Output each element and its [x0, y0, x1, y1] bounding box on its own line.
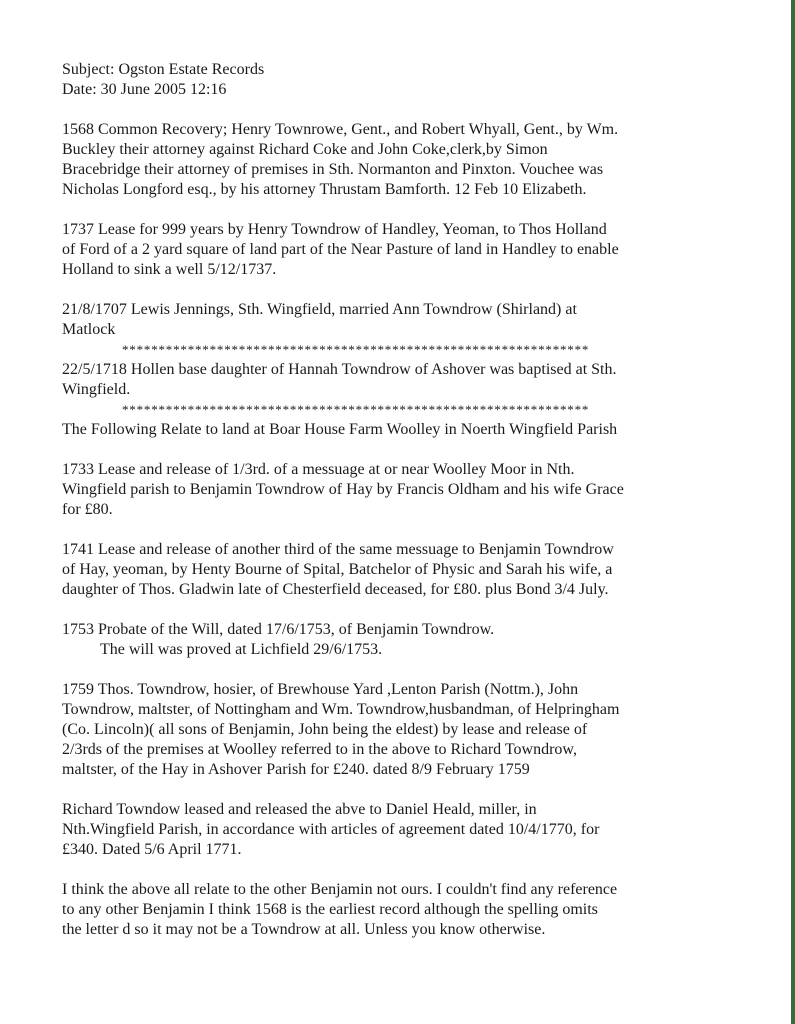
- document-page: [62, 60, 762, 940]
- paragraph-1737: 1737 Lease for 999 years by Henry Towndrow of Handley, Yeoman, to Thos Holland of Ford of a 2 yard square of land part of the Near Pasture of land in Handley to enable Holland to sink a well 5/12/1737.: [62, 221, 619, 278]
- scan-edge: [791, 0, 795, 1024]
- separator-stars: ****************************************************************: [122, 342, 590, 357]
- paragraph-1759: 1759 Thos. Towndrow, hosier, of Brewhouse Yard ,Lenton Parish (Nottm.), John Towndrow, maltster, of Nottingham and Wm. Towndrow,husbandman, of Helpringham (Co. Lincoln)( all sons of Benjamin, John being the eldest) by lease and release of 2/3rds of the premises at Woolley referred to in the above to Richard Towndrow, maltster, of the Hay in Ashover Parish for £240. dated 8/9 February 1759: [62, 681, 620, 778]
- paragraph-1568: 1568 Common Recovery; Henry Townrowe, Gent., and Robert Whyall, Gent., by Wm. Buckley their attorney against Richard Coke and John Coke,clerk,by Simon Bracebridge their attorney of premises in Sth. Normanton and Pinxton. Vouchee was Nicholas Longford esq., by his attorney Thrustam Bamforth. 12 Feb 10 Elizabeth.: [62, 121, 619, 198]
- paragraph-1741: 1741 Lease and release of another third of the same messuage to Benjamin Towndrow of Hay, yeoman, by Henty Bourne of Spital, Batchelor of Physic and Sarah his wife, a daughter of Thos. Gladwin late of Chesterfield deceased, for £80. plus Bond 3/4 July.: [62, 541, 614, 598]
- paragraph-closing: I think the above all relate to the other Benjamin not ours. I couldn't find any reference to any other Benjamin I think 1568 is the earliest record although the spelling omits the letter d so it may not be a Towndrow at all. Unless you know otherwise.: [62, 881, 618, 938]
- separator-stars: ****************************************************************: [122, 402, 590, 417]
- paragraph-1753: 1753 Probate of the Will, dated 17/6/1753, of Benjamin Towndrow. The will was proved at Lichfield 29/6/1753.: [62, 621, 495, 658]
- subject-line: Subject: Ogston Estate Records: [62, 61, 265, 78]
- following-heading: The Following Relate to land at Boar House Farm Woolley in Noerth Wingfield Parish: [62, 421, 618, 438]
- paragraph-1718: 22/5/1718 Hollen base daughter of Hannah Towndrow of Ashover was baptised at Sth. Wingfield.: [62, 361, 617, 398]
- paragraph-richard: Richard Towndow leased and released the abve to Daniel Heald, miller, in Nth.Wingfield Parish, in accordance with articles of agreement dated 10/4/1770, for £340. Dated 5/6 April 1771.: [62, 801, 600, 858]
- date-line: Date: 30 June 2005 12:16: [62, 81, 227, 98]
- paragraph-1707: 21/8/1707 Lewis Jennings, Sth. Wingfield, married Ann Towndrow (Shirland) at Matlock: [62, 301, 577, 338]
- paragraph-1733: 1733 Lease and release of 1/3rd. of a messuage at or near Woolley Moor in Nth. Wingfield parish to Benjamin Towndrow of Hay by Francis Oldham and his wife Grace for £80.: [62, 461, 624, 518]
